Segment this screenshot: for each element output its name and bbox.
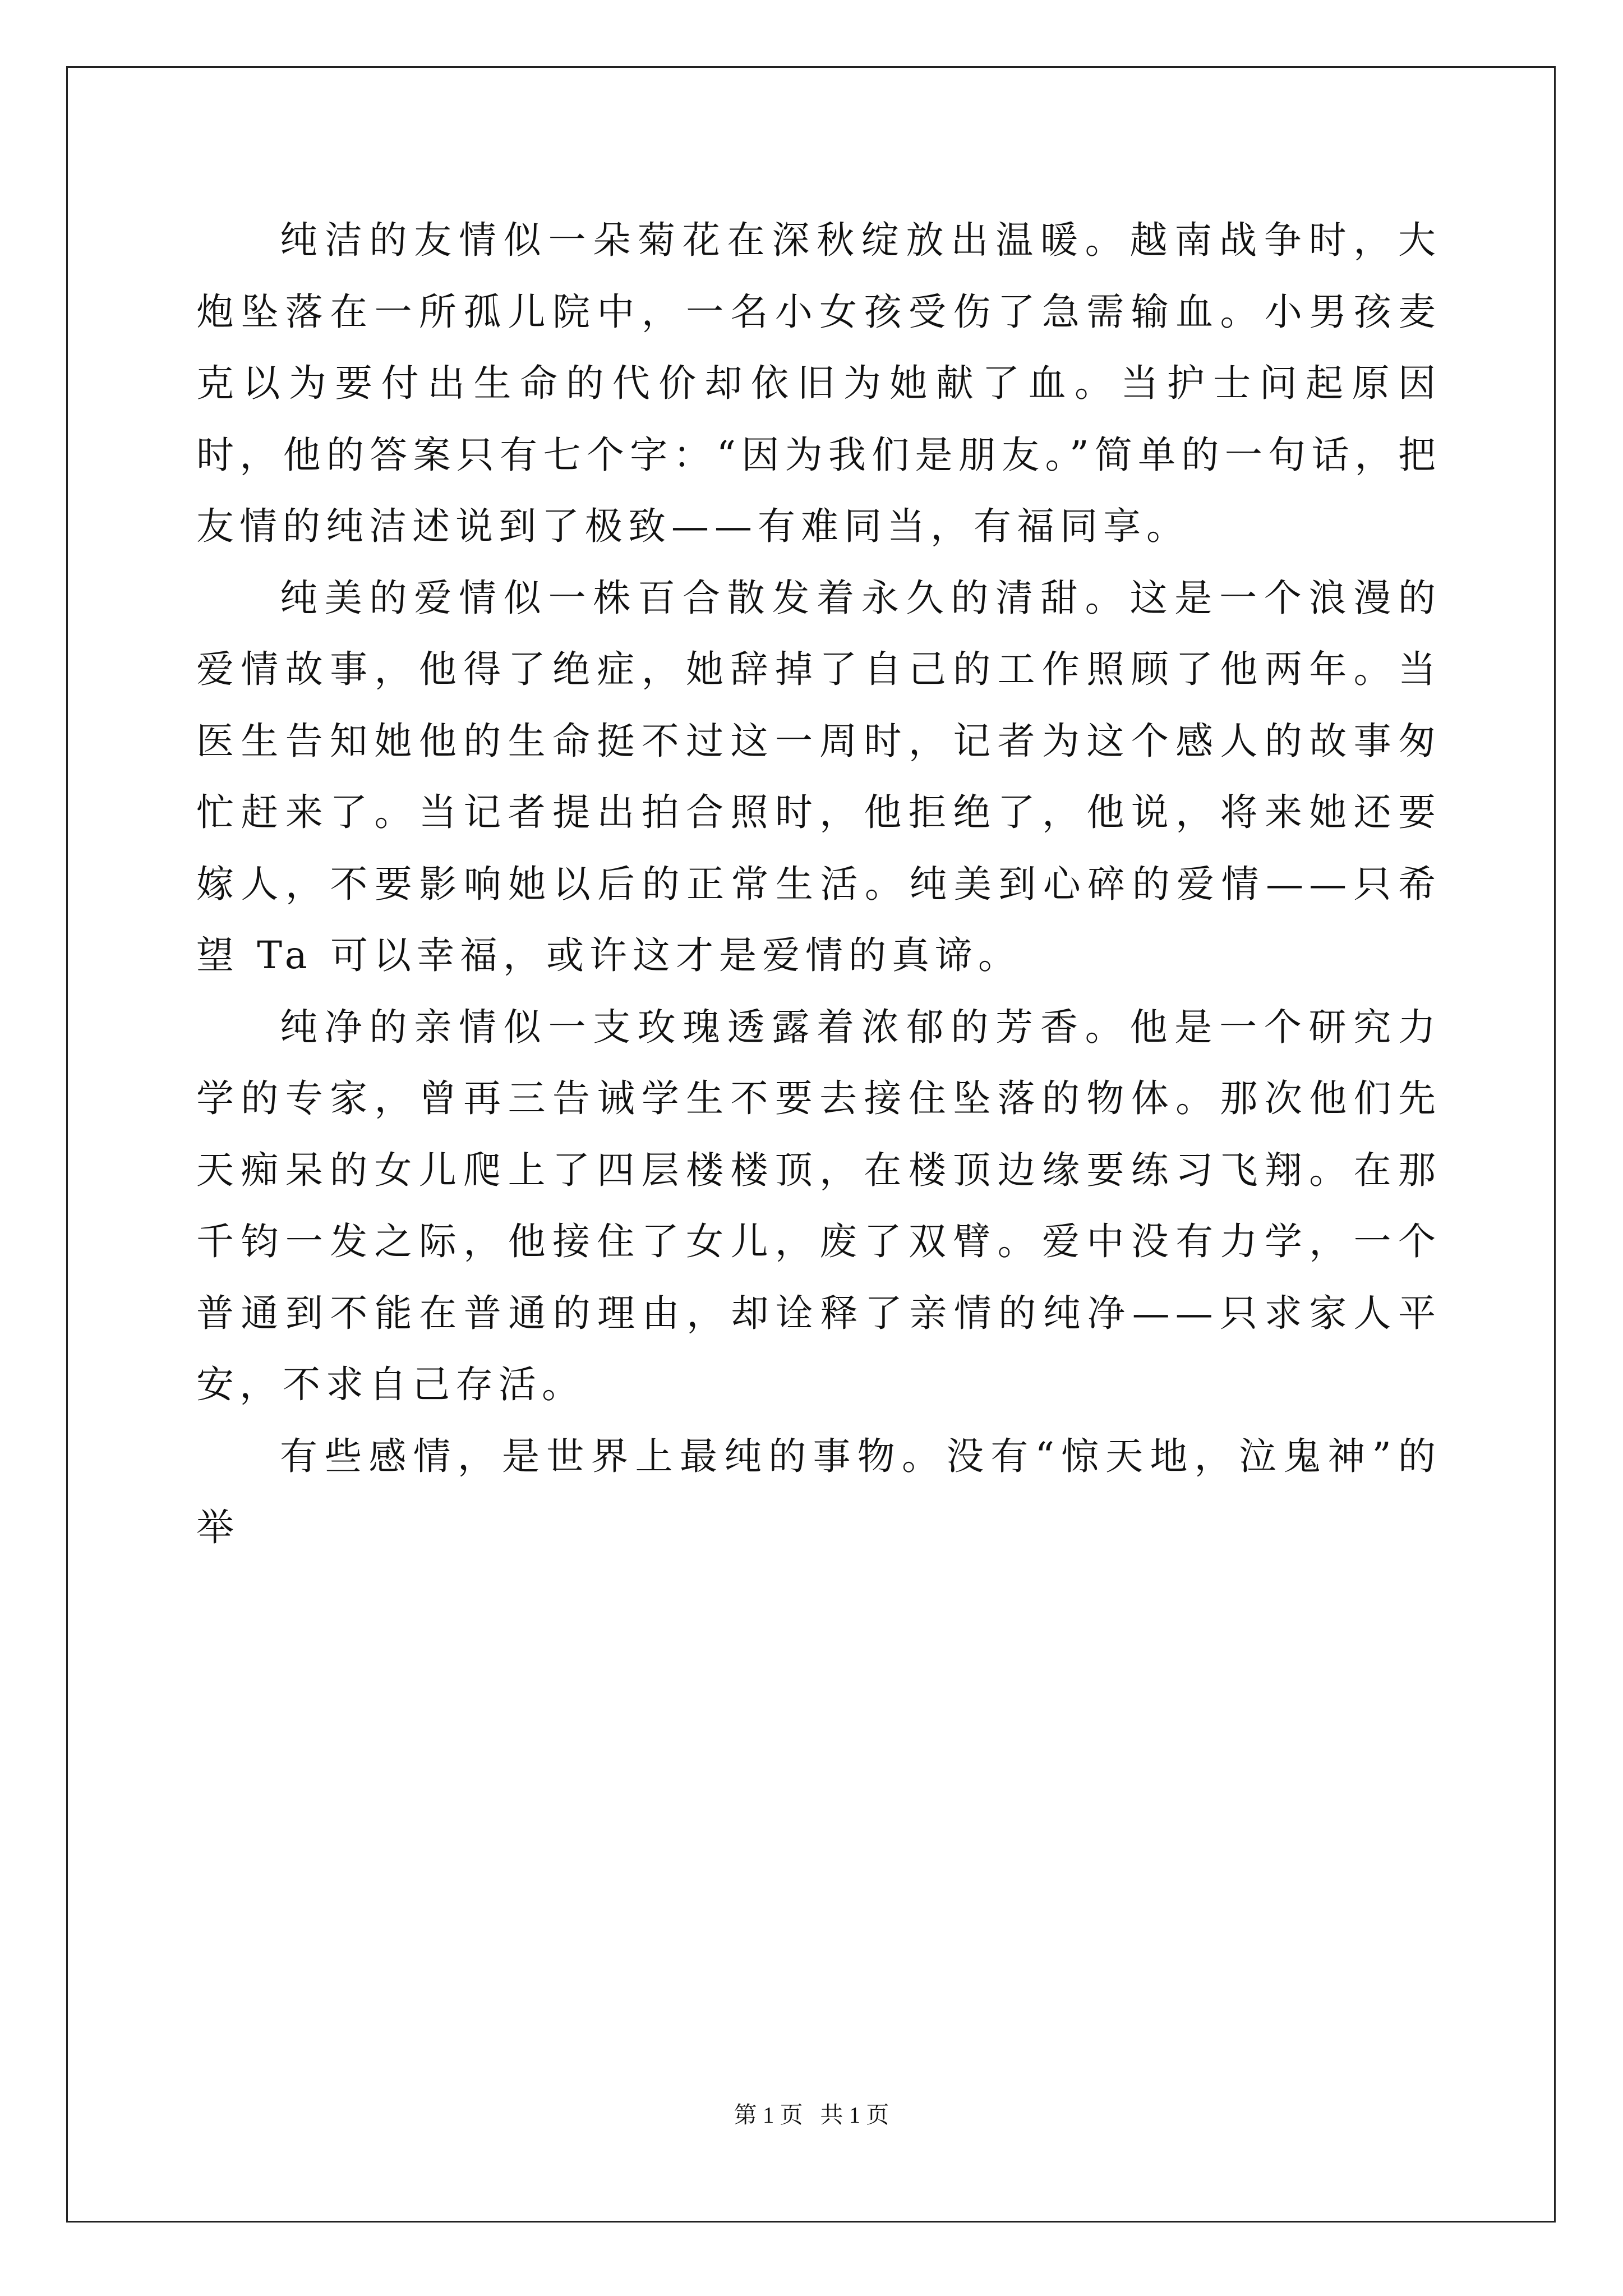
paragraph-closing: 有些感情，是世界上最纯的事物。没有“惊天地，泣鬼神”的举 [196, 1434, 1441, 1549]
paragraph-love: 纯美的爱情似一株百合散发着永久的清甜。这是一个浪漫的爱情故事，他得了绝症，她辞掉了自己的工作照顾了他两年。当医生告知她他的生命挺不过这一周时，记者为这个感人的故事匆忙赶来了。当记者提出拍合照时，他拒绝了，他说，将来她还要嫁人，不要影响她以后的正常生活。纯美到心碎的爱情——只希望 Ta 可以幸福，或许这才是爱情的真谛。 [196, 576, 1441, 977]
paragraph-family: 纯净的亲情似一支玫瑰透露着浓郁的芳香。他是一个研究力学的专家，曾再三告诫学生不要去接住坠落的物体。那次他们先天痴呆的女儿爬上了四层楼楼顶，在楼顶边缘要练习飞翔。在那千钧一发之际，他接住了女儿，废了双臂。爱中没有力学，一个普通到不能在普通的理由，却诠释了亲情的纯净——只求家人平安，不求自己存活。 [196, 1005, 1441, 1406]
paragraph-friendship: 纯洁的友情似一朵菊花在深秋绽放出温暖。越南战争时，大炮坠落在一所孤儿院中，一名小女孩受伤了急需输血。小男孩麦克以为要付出生命的代价却依旧为她献了血。当护士问起原因时，他的答案只有七个字：“因为我们是朋友。”简单的一句话，把友情的纯洁述说到了极致——有难同当，有福同享。 [196, 218, 1441, 548]
page-number-footer: 第 1 页 共 1 页 [734, 2102, 889, 2128]
document-body [196, 205, 1441, 1564]
